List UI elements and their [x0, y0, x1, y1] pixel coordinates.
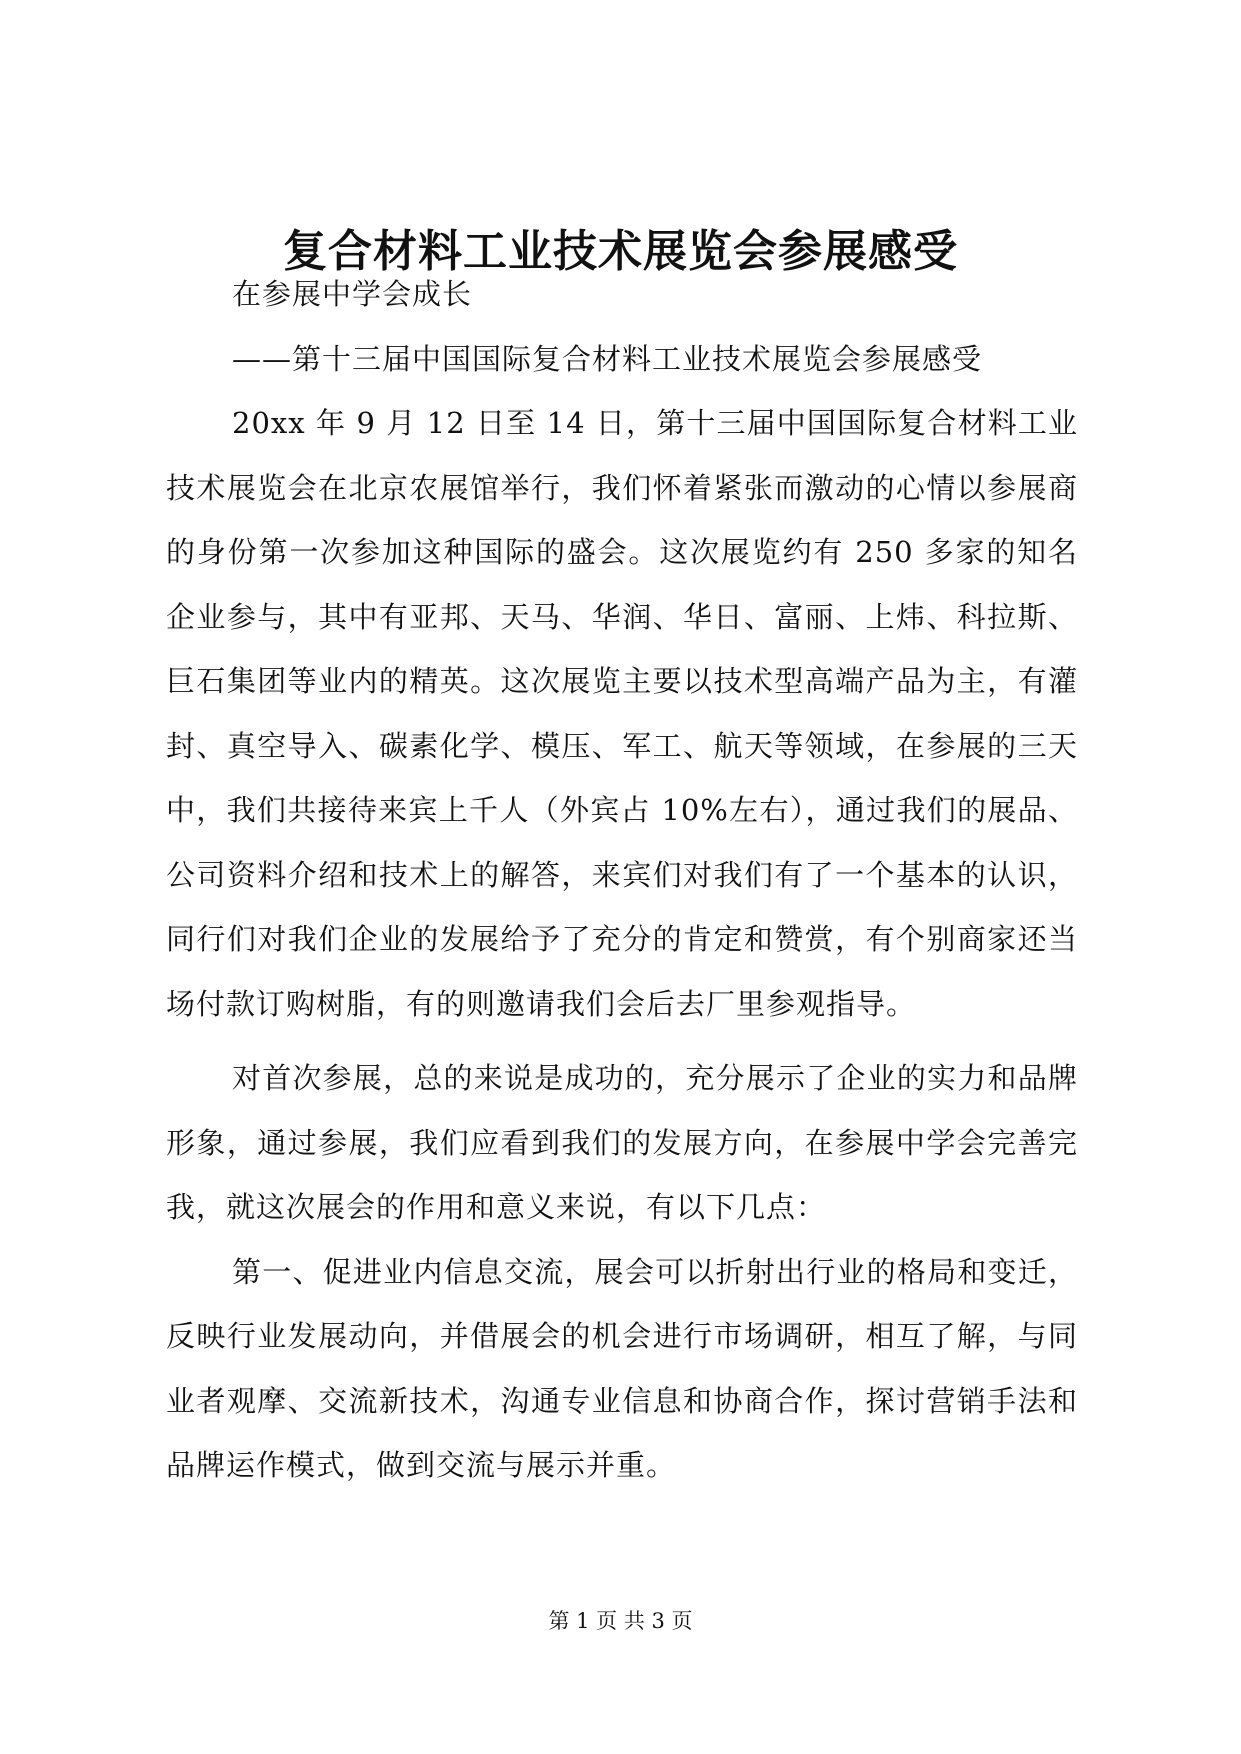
document-title: 复合材料工业技术展览会参展感受 [283, 226, 958, 277]
subtitle-line-2: ——第十三届中国国际复合材料工业技术展览会参展感受 [232, 341, 983, 376]
paragraph-2: 对首次参展，总的来说是成功的，充分展示了企业的实力和品牌形象，通过参展，我们应看到我们的发展方向，在参展中学会完善完我，就这次展会的作用和意义来说，有以下几点： [166, 1061, 1078, 1224]
subtitle: 在参展中学会成长 [232, 277, 473, 311]
paragraph-1: 20xx 年 9 月 12 日至 14 日，第十三届中国国际复合材料工业技术展览会在北京农展馆举行，我们怀着紧张而激动的心情以参展商的身份第一次参加这种国际的盛会。这次展览约有 250 多家的知名企业参与，其中有亚邦、天马、华润、华日、富丽、上炜、科拉斯、巨石集团等业内的精英。这次展览主要以技术型高端产品为主，有灌封、真空导入、碳素化学、模压、军工、航天等领域，在参展的三天中，我们共接待来宾上千人（外宾占 10%左右），通过我们的展品、公司资料介绍和技术上的解答，来宾们对我们有了一个基本的认识，同行们对我们企业的发展给予了充分的肯定和赞赏，有个别商家还当场付款订购树脂，有的则邀请我们会后去厂里参观指导。 [166, 406, 1078, 1021]
paragraph-3: 第一、促进业内信息交流，展会可以折射出行业的格局和变迁，反映行业发展动向，并借展会的机会进行市场调研，相互了解，与同业者观摩、交流新技术，沟通专业信息和协商合作，探讨营销手法和品牌运作模式，做到交流与展示并重。 [166, 1254, 1078, 1482]
document-body [166, 262, 1078, 1498]
page-number-footer: 第 1 页 共 3 页 [548, 1609, 693, 1633]
